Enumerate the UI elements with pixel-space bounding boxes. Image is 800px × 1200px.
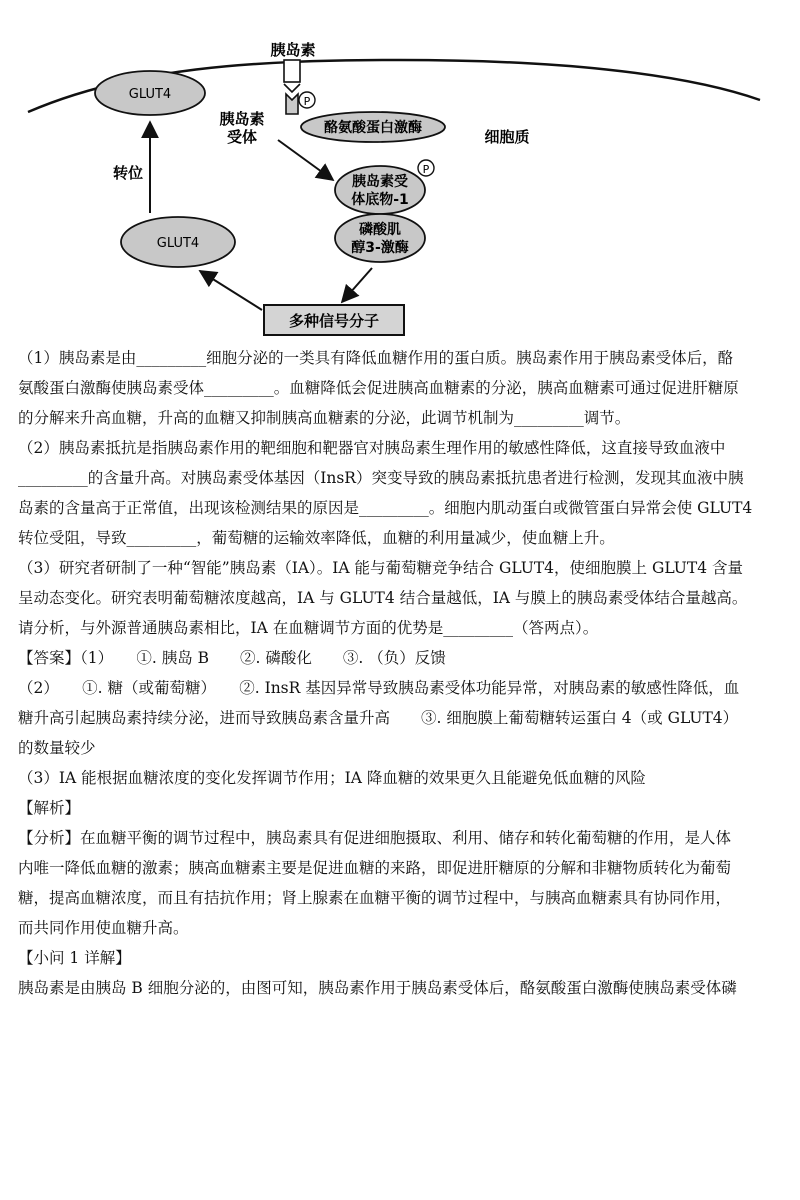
q2-line-1: （2）胰岛素抵抗是指胰岛素作用的靶细胞和靶器官对胰岛素生理作用的敏感性降低，这直接导致血液中 — [18, 439, 726, 457]
analysis-line-4: 而共同作用使血糖升高。 — [18, 919, 189, 937]
analysis-line-2: 内唯一降低血糖的激素；胰高血糖素主要是促进血糖的来路，即促进肝糖原的分解和非糖物质转化为葡萄 — [18, 859, 732, 877]
q1-line-3: 的分解来升高血糖，升高的血糖又抑制胰高血糖素的分泌，此调节机制为_________调节。 — [18, 409, 631, 427]
pi3k-label-line2: 醇3-激酶 — [351, 240, 409, 256]
insulin-label: 胰岛素 — [270, 41, 316, 59]
answer-2-line-1: （2） ①. 糖（或葡萄糖） ②. InsR 基因异常导致胰岛素受体功能异常，对胰岛素的敏感性降低，血 — [18, 679, 740, 697]
phosphate-icon — [299, 92, 315, 108]
glut4-top-label: GLUT4 — [128, 87, 172, 102]
answer-1: 【答案】（1） ①. 胰岛 B ②. 磷酸化 ③. （负）反馈 — [18, 649, 446, 667]
irs-1-label-line1: 胰岛素受 — [352, 174, 408, 190]
analysis-line-1: 【分析】在血糖平衡的调节过程中，胰岛素具有促进细胞摄取、利用、储存和转化葡萄糖的作用，是人体 — [18, 829, 732, 847]
q3-line-3: 请分析，与外源普通胰岛素相比，IA 在血糖调节方面的优势是_________（答两点）。 — [18, 619, 599, 637]
glut4-bottom-label: GLUT4 — [156, 236, 200, 251]
analysis-heading: 【解析】 — [18, 799, 81, 817]
q1-line-1: （1）胰岛素是由_________细胞分泌的一类具有降低血糖作用的蛋白质。胰岛素作用于胰岛素受体后，酪 — [18, 349, 734, 367]
q1-line-2: 氨酸蛋白激酶使胰岛素受体_________。血糖降低会促进胰高血糖素的分泌，胰高血糖素可通过促进肝糖原 — [18, 379, 739, 397]
signal-molecules-label: 多种信号分子 — [288, 312, 380, 330]
arrow-receptor-to-irs — [278, 140, 333, 180]
answer-2-line-2: 糖升高引起胰岛素持续分泌，进而导致胰岛素含量升高 ③. 细胞膜上葡萄糖转运蛋白 4（或 GLUT4） — [18, 709, 739, 727]
q2-line-2: _________的含量升高。对胰岛素受体基因（InsR）突变导致的胰岛素抵抗患者进行检测，发现其血液中胰 — [18, 469, 744, 487]
arrow-pi3k-to-signals — [342, 268, 372, 302]
phosphate-icon-irs — [418, 160, 434, 176]
cytoplasm-label: 细胞质 — [484, 128, 530, 146]
sub-question-1-heading: 【小问 1 详解】 — [18, 949, 131, 967]
arrow-signals-to-glut4 — [200, 271, 262, 310]
insulin-signaling-diagram — [0, 0, 800, 345]
pi3k-label-line1: 磷酸肌 — [359, 222, 401, 238]
q3-line-2: 呈动态变化。研究表明葡萄糖浓度越高，IA 与 GLUT4 结合量越低，IA 与膜上的胰岛素受体结合量越高。 — [18, 589, 748, 607]
translocation-label: 转位 — [112, 164, 144, 182]
answer-3: （3）IA 能根据血糖浓度的变化发挥调节作用；IA 降血糖的效果更久且能避免低血糖的风险 — [18, 769, 646, 787]
irs-1-label-line2: 体底物-1 — [351, 192, 409, 208]
q3-line-1: （3）研究者研制了一种“智能”胰岛素（IA）。IA 能与葡萄糖竞争结合 GLUT4，使细胞膜上 GLUT4 含量 — [18, 559, 743, 577]
analysis-line-3: 糖，提高血糖浓度，而且有拮抗作用；肾上腺素在血糖平衡的调节过程中，与胰高血糖素具有协同作用， — [18, 889, 732, 907]
sub-question-1-line-1: 胰岛素是由胰岛 B 细胞分泌的，由图可知，胰岛素作用于胰岛素受体后，酪氨酸蛋白激酶使胰岛素受体磷 — [18, 979, 737, 997]
receptor-label-line1: 胰岛素 — [219, 110, 265, 128]
question-text — [18, 343, 778, 1003]
q2-line-4: 转位受阻，导致_________，葡萄糖的运输效率降低，血糖的利用量减少，使血糖上升。 — [18, 529, 615, 547]
svg-text:P: P — [303, 95, 311, 108]
answer-2-line-3: 的数量较少 — [18, 739, 96, 757]
receptor-label-line2: 受体 — [226, 128, 258, 146]
tyrosine-kinase-label: 酪氨酸蛋白激酶 — [324, 120, 422, 136]
q2-line-3: 岛素的含量高于正常值，出现该检测结果的原因是_________。细胞内肌动蛋白或微管蛋白异常会使 GLUT4 — [18, 499, 753, 517]
insulin-receptor-icon — [284, 60, 300, 114]
svg-text:P: P — [422, 163, 430, 176]
